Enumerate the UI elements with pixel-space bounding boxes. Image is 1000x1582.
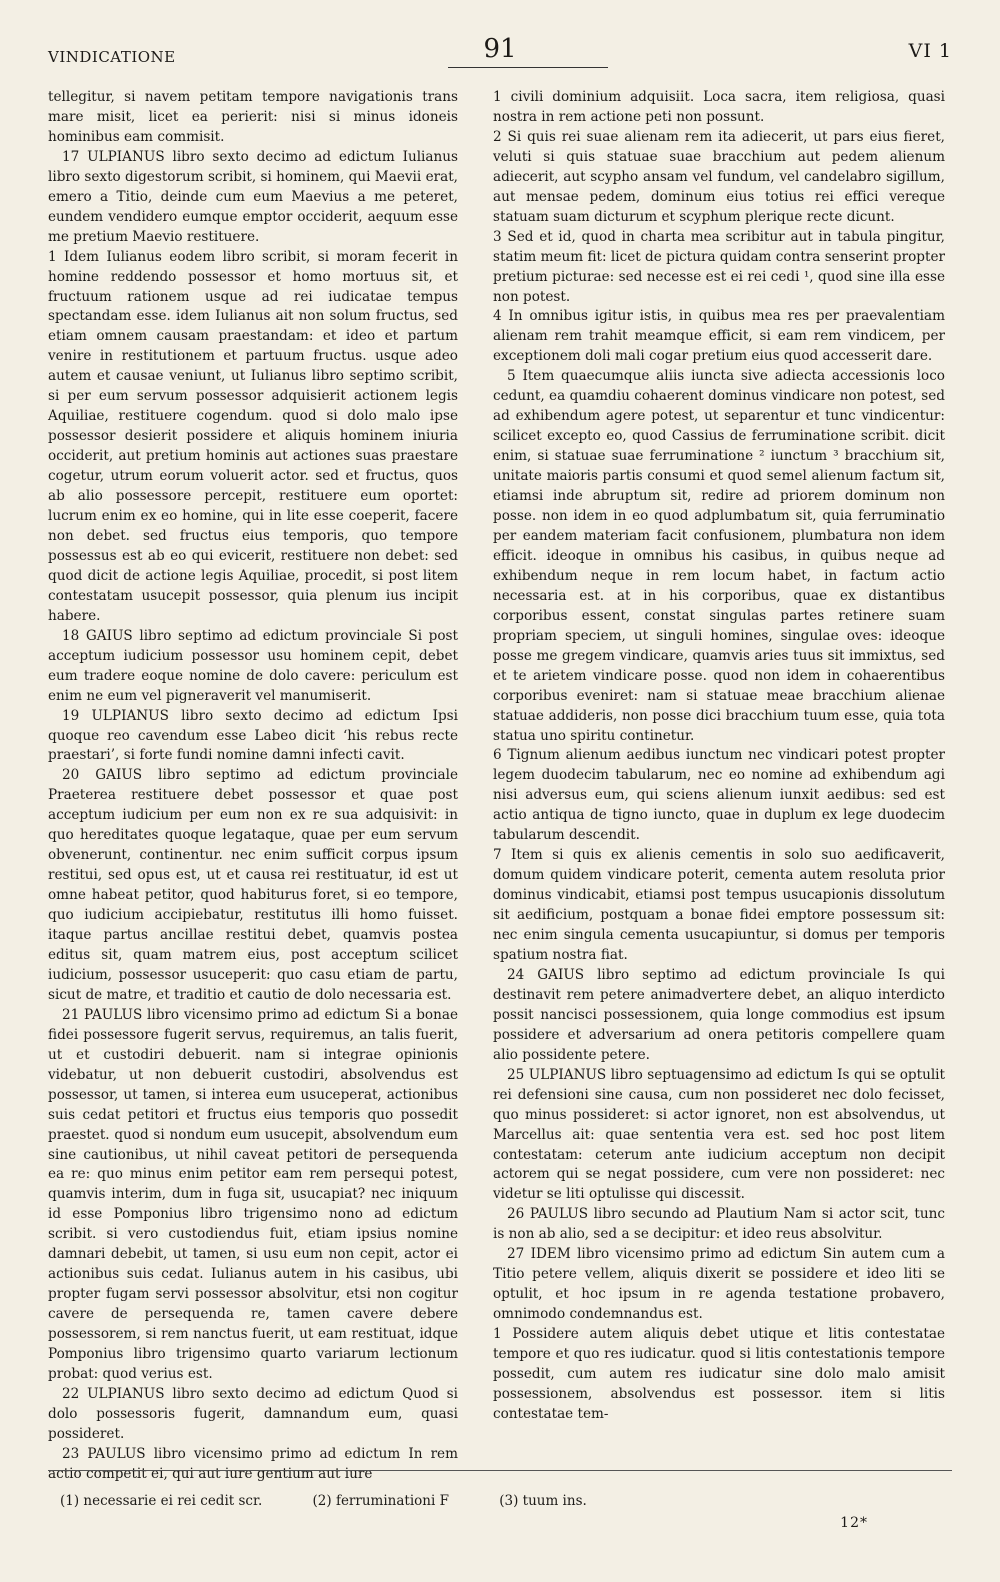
running-header: [48, 34, 952, 70]
header-rule: [448, 67, 608, 68]
paragraph: 3 Sed et id, quod in charta mea scribitur aut in tabula pingitur, statim meum fit: licet de pictura quidam contra senserint propter pretium picturae: sed necesse est ei rei cedi ¹, quod sine illa esse non potest.: [493, 228, 945, 305]
section-number: VI 1: [908, 40, 952, 62]
paragraph: 19 ULPIANUS libro sexto decimo ad edictum Ipsi quoque reo cavendum esse Labeo dicit ‘his rebus recte praestari’, si forte fundi nomine damni infecti cavit.: [48, 707, 458, 764]
footnote: (3) tuum ins.: [499, 1493, 587, 1509]
paragraph: 17 ULPIANUS libro sexto decimo ad edictum Iulianus libro sexto digestorum scribit, si hominem, qui Maevii erat, emero a Titio, deinde cum eum Maevius a me peteret, eundem vendidero eumque emptor occiderit, aequum esse me pretium Maevio restituere.: [48, 148, 459, 245]
paragraph: 25 ULPIANUS libro septuagensimo ad edictum Is qui se optulit rei defensioni sine causa, cum non possideret nec dolo fecisset, quo minus possideret: si actor ignoret, non est absolvendus, ut Marcellus ait: quae sententia vera est. sed hoc post litem contestatam: ceterum ante iudicium acceptum non decipit actorem qui se negat possidere, cum vere non possideret: nec videtur se liti optulisse qui discessit.: [493, 1066, 945, 1203]
paragraph: 24 GAIUS libro septimo ad edictum provinciale Is qui destinavit rem petere animadvertere debet, an aliquo interdicto possit nancisci possessionem, quia longe commodius est ipsum possidere et adversarium ad onera petitoris compellere quam alio possidente petere.: [493, 966, 945, 1063]
paragraph: 18 GAIUS libro septimo ad edictum provinciale Si post acceptum iudicium possessor usu hominem cepit, debet eum tradere eoque nomine de dolo cavere: periculum est enim ne eum vel pigneraverit vel manumiserit.: [48, 627, 458, 704]
paragraph: 7 Item si quis ex alienis cementis in solo suo aedificaverit, domum quidem vindicare poterit, cementa autem resoluta prior dominus vindicabit, etiamsi post tempus usucapionis dissolutum sit aedificium, postquam a bonae fidei emptore possessum sit: nec enim singula cementa usucapiuntur, si domus per temporis spatium nostra fiat.: [493, 847, 945, 963]
paragraph: 27 IDEM libro vicensimo primo ad edictum Sin autem cum a Titio petere vellem, aliquis dixerit se possidere et ideo liti se optulit, et hoc ipsum in re agenda testatione probavero, omnimodo condemnandus est.: [493, 1246, 945, 1323]
footnote: (1) necessarie ei rei cedit scr.: [60, 1493, 263, 1509]
left-column: [48, 88, 459, 1482]
paragraph: 6 Tignum alienum aedibus iunctum nec vindicari potest propter legem duodecim tabularum, nec eo nomine ad exhibendum agi nisi adversus eum, qui sciens alienum iunxit aedibus: sed est actio antiqua de tigno iuncto, quae in duplum ex lege duodecim tabularum descendit.: [493, 747, 945, 844]
paragraph: tellegitur, si navem petitam tempore navigationis trans mare misit, licet ea perierit: nisi si minus idoneis hominibus eam commisit.: [48, 89, 458, 145]
paragraph: 5 Item quaecumque aliis iuncta sive adiecta accessionis loco cedunt, ea quamdiu cohaerent dominus vindicare non potest, sed ad exhibendum agere potest, ut separentur et tunc vindicentur: scilicet excepto eo, quod Cassius de ferruminatione scribit. dicit enim, si statuae suae ferruminatione ² iunctum ³ bracchium sit, unitate maioris partis consumi et quod semel alienum factum sit, etiamsi inde abruptum sit, redire ad priorem dominum non posse. non idem in eo quod adplumbatum sit, quia ferruminatio per eandem materiam facit confusionem, plumbatura non idem efficit. ideoque in omnibus his casibus, in quibus neque ad exhibendum neque in rem locum habet, in factum actio necessaria est. at in his corporibus, quae ex distantibus corporibus essent, constat singulas partes retinere suam propriam speciem, ut singuli homines, singulae oves: ideoque posse me gregem vindicare, quamvis aries tuus sit immixtus, sed et te arietem vindicare posse. quod non idem in cohaerentibus corporibus eveniret: nam si statuae meae bracchium alienae statuae addideris, non posse dici bracchium tuum esse, quia tota statua uno spiritu continetur.: [493, 368, 945, 744]
footnote: (2) ferruminationi F: [312, 1493, 449, 1509]
paragraph: 23 PAULUS libro vicensimo primo ad edictum In rem actio competit ei, qui aut iure gentium aut iure: [48, 1445, 458, 1482]
running-title: VINDICATIONE: [48, 48, 176, 66]
printer-signature: 12*: [840, 1515, 868, 1531]
paragraph: 4 In omnibus igitur istis, in quibus mea res per praevalentiam alienam rem trahit meamque efficit, si eam rem vindicem, per exceptionem doli mali cogar pretium eius quod accesserit dare.: [493, 308, 945, 365]
paragraph: 1 civili dominium adquisiit. Loca sacra, item religiosa, quasi nostra in rem actione peti non possunt.: [493, 89, 945, 125]
paragraph: 1 Idem Iulianus eodem libro scribit, si moram fecerit in homine reddendo possessor et homo mortuus sit, et fructuum rationem usque ad rei iudicatae tempus spectandam esse. idem Iulianus ait non solum fructus, sed etiam omnem causam praestandam: et ideo et partum venire in restitutionem et partuum fructus. usque adeo autem et causae veniunt, ut Iulianus libro septimo scribit, si per eum servum possessor adquisierit actionem legis Aquiliae, restituere cogendum. quod si dolo malo ipse possessor desierit possidere et aliquis hominem iniuria occiderit, aut pretium hominis aut actiones suas praestare cogetur, utrum eorum voluerit actor. sed et fructus, quos ab alio possessore percepit, restituere eum oportet: lucrum enim ex eo homine, qui in lite esse coeperit, facere non debet. sed fructus eius temporis, quo tempore possessus est ab eo qui evicerit, restituere non debet: sed quod dicit de actione legis Aquiliae, procedit, si post litem contestatam usucepit possessor, quia plenum ius incipit habere.: [48, 248, 458, 624]
right-column: [493, 88, 945, 1456]
paragraph: 1 Possidere autem aliquis debet utique et litis contestatae tempore et quo res iudicatur. quod si litis contestationis tempore possedit, cum autem res iudicatur sine dolo malo amisit possessionem, absolvendus est possessor. item si litis contestatae tem-: [493, 1326, 945, 1422]
paragraph: 2 Si quis rei suae alienam rem ita adiecerit, ut pars eius fieret, veluti si quis statuae suae bracchium aut pedem alienum adiecerit, aut scypho ansam vel fundum, vel candelabro sigillum, aut mensae pedem, dominum eius totius rei effici vereque statuam suam dicturum et scyphum plerique recte dicunt.: [493, 128, 945, 225]
page-number: 91: [483, 34, 517, 64]
paragraph: 21 PAULUS libro vicensimo primo ad edictum Si a bonae fidei possessore fugerit servus, requiremus, an talis fuerit, ut et custodiri debuerit. nam si integrae opinionis videbatur, ut non debuerit custodiri, absolvendus est possessor, ut tamen, si interea eum usuceperat, actionibus suis cedat petitori et fructus eius temporis quo possedit praestet. quod si nondum eum usucepit, absolvendum eum sine cautionibus, ut nihil caveat petitori de persequenda ea re: quo minus enim petitor eam rem persequi potest, quamvis interim, dum in fuga sit, usucapiat? nec iniquum id esse Pomponius libro trigensimo nono ad edictum scribit. si vero custodiendus fuit, etiam ipsius nomine damnari debebit, ut tamen, si usu eum non cepit, actor ei actionibus suis cedat. Iulianus autem in his casibus, ubi propter fugam servi possessor absolvitur, etsi non cogitur cavere de persequenda re, tamen cavere debere possessorem, si rem nanctus fuerit, ut eam restituat, idque Pomponius libro trigensimo quarto variarum lectionum probat: quod verius est.: [48, 1006, 458, 1382]
paragraph: 26 PAULUS libro secundo ad Plautium Nam si actor scit, tunc is non ab alio, sed a se decipitur: et ideo reus absolvitur.: [493, 1206, 945, 1243]
footnote-rule: [48, 1470, 952, 1471]
paragraph: 22 ULPIANUS libro sexto decimo ad edictum Quod si dolo possessoris fugerit, damnandum eum, quasi possideret.: [48, 1385, 458, 1442]
footnotes: [60, 1493, 633, 1509]
paragraph: 20 GAIUS libro septimo ad edictum provinciale Praeterea restituere debet possessor et quae post acceptum iudicium per eum non ex re sua adquisivit: in quo hereditates quoque legataque, quae per eum servum obvenerunt, continentur. nec enim sufficit corpus ipsum restitui, sed opus est, ut et causa rei restituatur, id est ut omne habeat petitor, quod habiturus foret, si eo tempore, quo iudicium accipiebatur, restitutus illi homo fuisset. itaque partus ancillae restitui debet, quamvis postea editus sit, quam matrem eius, post acceptum scilicet iudicium, possessor usuceperit: quo casu etiam de partu, sicut de matre, et traditio et cautio de dolo necessaria est.: [48, 767, 458, 1003]
